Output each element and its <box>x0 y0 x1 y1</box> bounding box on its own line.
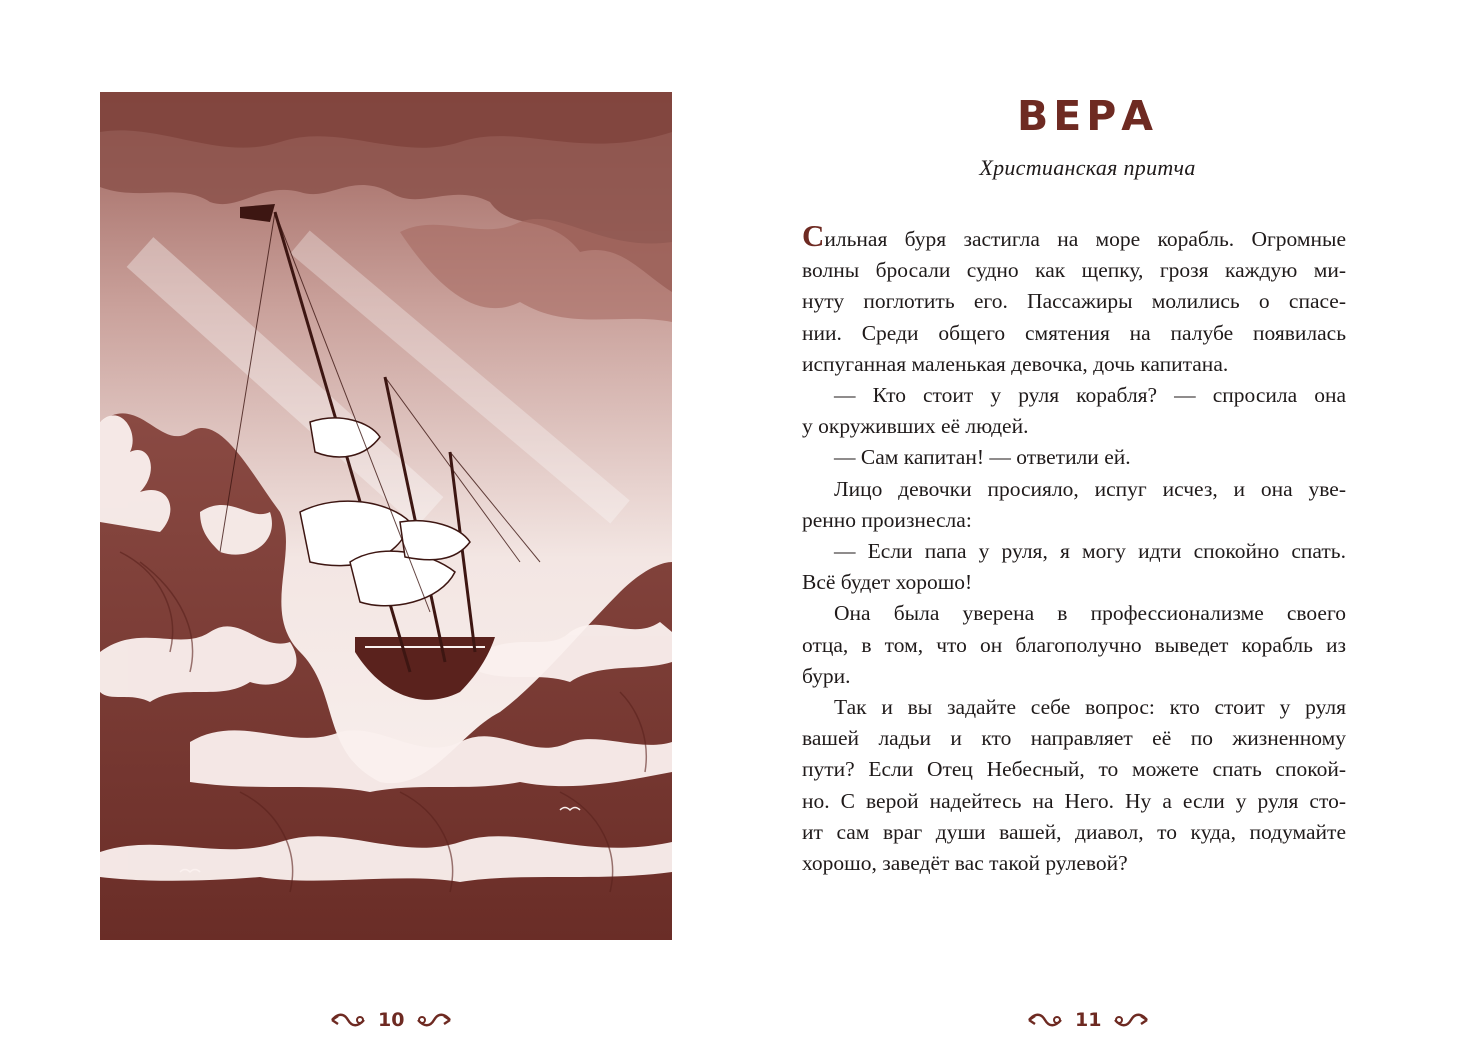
text-line: Всё будет хорошо! <box>802 570 973 595</box>
text-line: ит сам враг души вашей, диавол, то куда, подумайте <box>802 819 1346 844</box>
text-line: Так и вы задайте себе вопрос: кто стоит у руля <box>834 695 1346 720</box>
text-line: пути? Если Отец Небесный, то можете спать спокой- <box>802 757 1346 782</box>
text-line: у окруживших её людей. <box>802 414 1029 439</box>
text-line: хорошо, заведёт вас такой рулевой? <box>802 851 1128 876</box>
page-number-text: 11 <box>1075 1009 1102 1031</box>
vine-flourish-icon <box>1027 1011 1065 1029</box>
page-number-left <box>330 1005 452 1035</box>
drop-cap: С <box>802 218 825 253</box>
text-line: испуганная маленькая девочка, дочь капитана. <box>802 351 1229 376</box>
text-line <box>802 218 1346 255</box>
text-line: вашей ладьи и кто направляет её по жизненному <box>802 726 1346 751</box>
text-line: — Сам капитан! — ответили ей. <box>834 445 1131 470</box>
text-line-content: ильная буря застигла на море корабль. Огромные <box>824 227 1346 251</box>
text-line: бури. <box>802 663 851 688</box>
chapter-subtitle: Христианская притча <box>979 155 1196 180</box>
page-number-right <box>1027 1005 1149 1035</box>
ship-in-storm-illustration <box>100 92 672 940</box>
page-number-text: 10 <box>378 1009 405 1031</box>
text-line: Она была уверена в профессионализме своего <box>834 601 1346 626</box>
parable-text <box>802 218 1346 879</box>
vine-flourish-icon <box>414 1011 452 1029</box>
text-line: волны бросали судно как щепку, грозя каждую ми- <box>802 258 1346 283</box>
text-line: но. С верой надейтесь на Него. Ну а если у руля сто- <box>802 788 1346 813</box>
text-line: нии. Среди общего смятения на палубе появилась <box>802 320 1346 345</box>
text-line: ренно произнесла: <box>802 507 972 532</box>
text-line: отца, в том, что он благополучно выведет корабль из <box>802 632 1346 657</box>
chapter-title: ВЕРА <box>1016 92 1159 140</box>
text-line: — Если папа у руля, я могу идти спокойно спать. <box>834 539 1346 564</box>
text-line: Лицо девочки просияло, испуг исчез, и она уве- <box>834 476 1346 501</box>
vine-flourish-icon <box>1111 1011 1149 1029</box>
text-line: — Кто стоит у руля корабля? — спросила она <box>834 383 1346 408</box>
vine-flourish-icon <box>330 1011 368 1029</box>
text-line: нуту поглотить его. Пассажиры молились о спасе- <box>802 289 1346 314</box>
